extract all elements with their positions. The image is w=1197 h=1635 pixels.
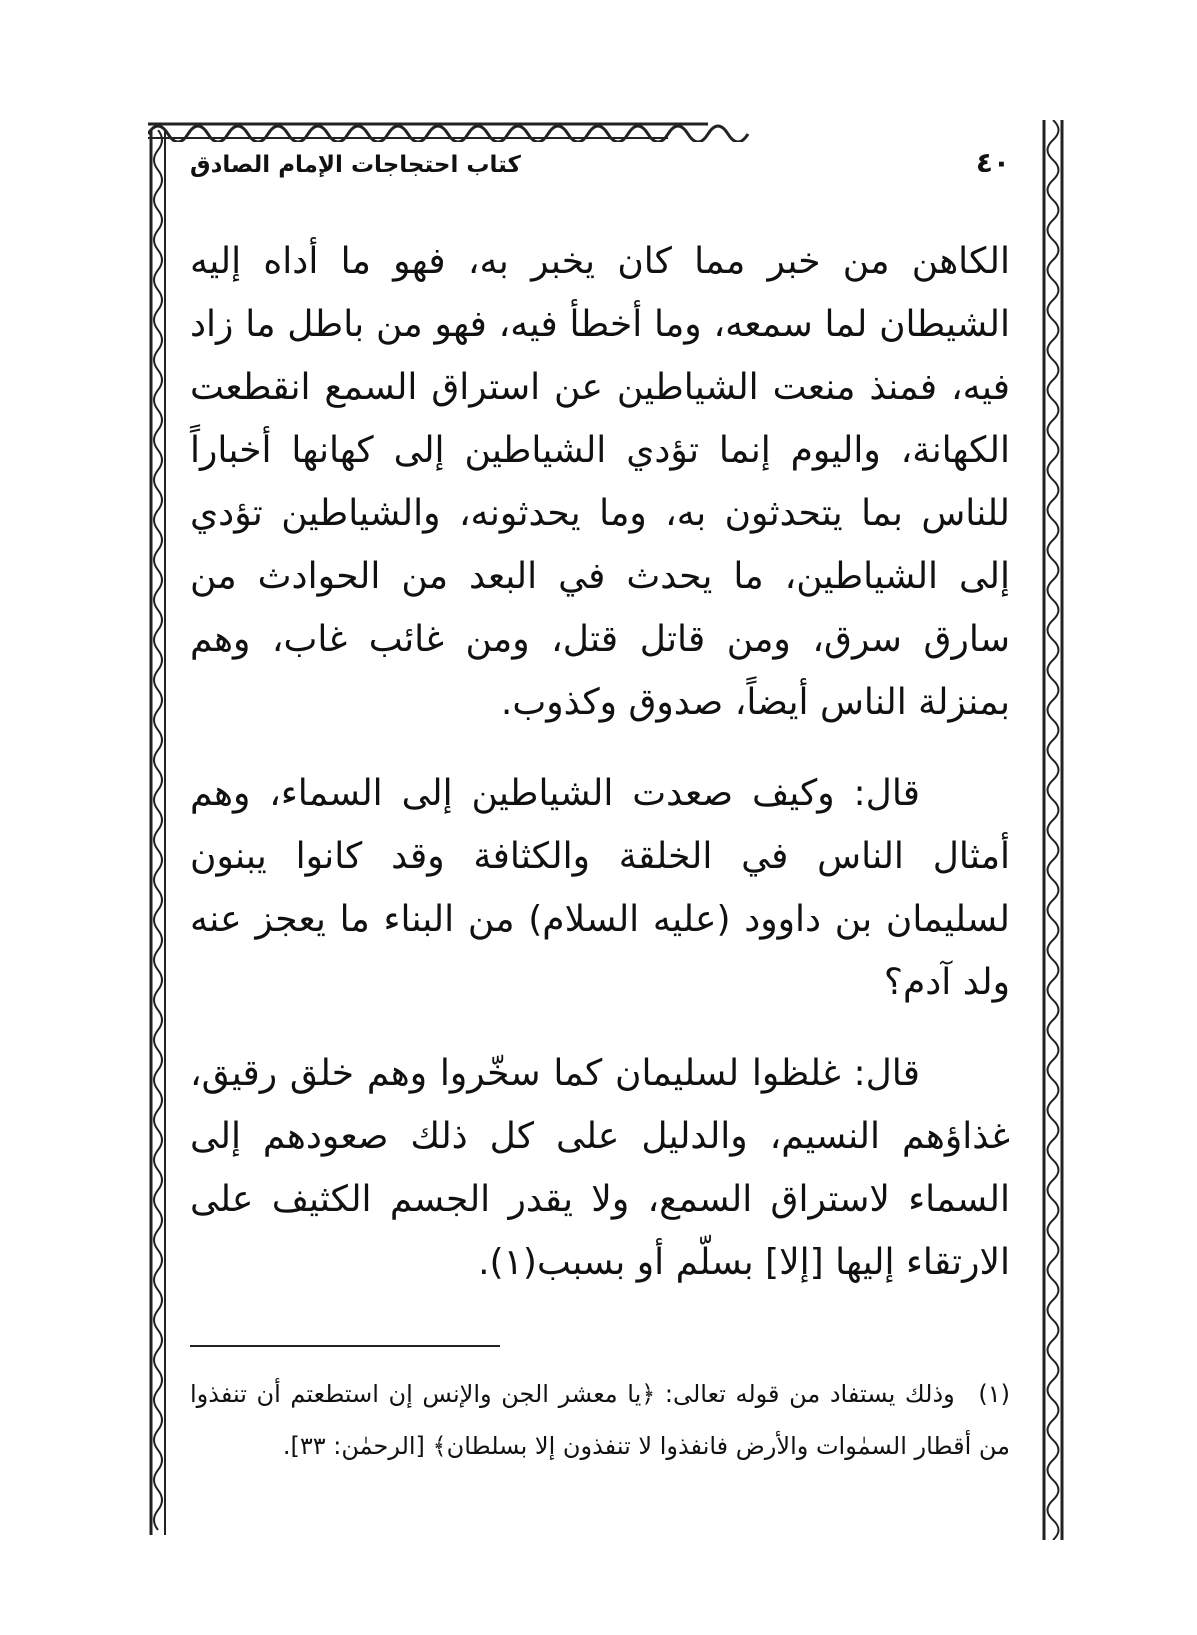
page-header xyxy=(190,142,1010,202)
left-ornamental-border xyxy=(148,130,168,1535)
footnote xyxy=(190,1368,1010,1472)
paragraph: قال: غلظوا لسليمان كما سخّروا وهم خلق رقيق، غذاؤهم النسيم، والدليل على كل ذلك صعودهم إلى السماء لاستراق السمع، ولا يقدر الجسم الكثيف على الارتقاء إليها [إلا] بسلّم أو بسبب(١). xyxy=(190,1053,1010,1283)
footnote-separator xyxy=(190,1345,500,1347)
paragraph: قال: وكيف صعدت الشياطين إلى السماء، وهم أمثال الناس في الخلقة والكثافة وقد كانوا يبنون لسليمان بن داوود (عليه السلام) من البناء ما يعجز عنه ولد آدم؟ xyxy=(190,773,1010,1003)
footnote-text: وذلك يستفاد من قوله تعالى: ﴿يا معشر الجن والإنس إن استطعتم أن تنفذوا من أقطار السمٰوات والأرض فانفذوا لا تنفذون إلا بسلطان﴾ [الرحمٰن: ٣٣]. xyxy=(190,1380,1010,1460)
book-title: كتاب احتجاجات الإمام الصادق xyxy=(190,152,521,178)
right-ornamental-border xyxy=(1040,120,1066,1540)
page-number: ٤٠ xyxy=(975,146,1010,179)
footnote-marker: (١) xyxy=(978,1380,1010,1408)
paragraph: الكاهن من خبر مما كان يخبر به، فهو ما أداه إليه الشيطان لما سمعه، وما أخطأ فيه، فهو من باطل ما زاد فيه، فمنذ منعت الشياطين عن استراق السمع انقطعت الكهانة، واليوم إنما تؤدي الشياطين إلى كهانها أخباراً للناس بما يتحدثون به، وما يحدثونه، والشياطين تؤدي إلى الشياطين، ما يحدث في البعد من الحوادث من سارق سرق، ومن قاتل قتل، ومن غائب غاب، وهم بمنزلة الناس أيضاً، صدوق وكذوب. xyxy=(190,241,1010,723)
top-ornamental-border xyxy=(148,116,838,142)
main-text xyxy=(190,230,1010,1294)
